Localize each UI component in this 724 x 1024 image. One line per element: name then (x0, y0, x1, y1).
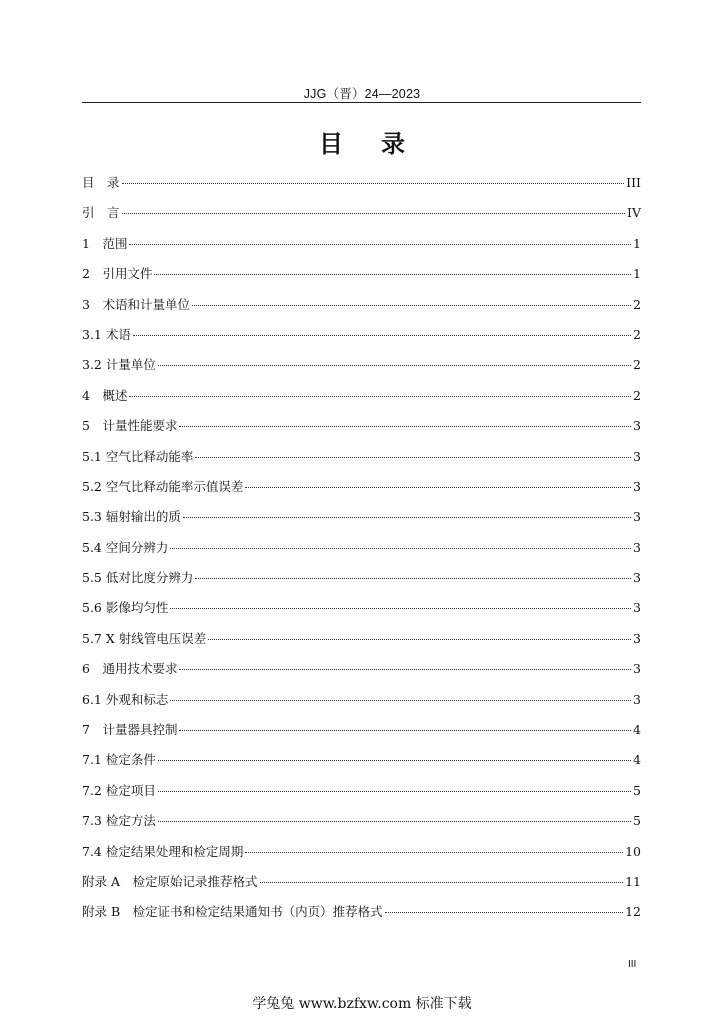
toc-entry[interactable] (82, 323, 641, 353)
toc-entry[interactable] (82, 505, 641, 535)
page-number: III (628, 959, 637, 970)
toc-dot-leader (158, 821, 631, 822)
toc-entry-label: 附录 B 检定证书和检定结果通知书（内页）推荐格式 (82, 904, 383, 920)
toc-entry[interactable] (82, 900, 641, 930)
header-rule (82, 102, 641, 103)
watermark: 学兔兔 www.bzfxw.com 标准下载 (252, 996, 472, 1012)
toc-entry-label: 3.2 计量单位 (82, 357, 156, 373)
toc-entry-label: 5 计量性能要求 (82, 418, 178, 434)
toc-entry[interactable] (82, 414, 641, 444)
toc-entry-label: 3.1 术语 (82, 326, 131, 342)
toc-entry-page: 12 (625, 904, 641, 920)
toc-entry-label: 5.3 辐射输出的质 (82, 509, 181, 525)
toc-entry-label: 7.1 检定条件 (82, 752, 156, 768)
toc-entry[interactable] (82, 353, 641, 383)
toc-entry-label: 6 通用技术要求 (82, 661, 178, 677)
toc-entry[interactable] (82, 718, 641, 748)
toc-dot-leader (158, 365, 631, 366)
toc-dot-leader (260, 882, 624, 883)
toc-entry-page: 3 (633, 448, 641, 464)
toc-entry[interactable] (82, 657, 641, 687)
toc-entry-page: 3 (633, 600, 641, 616)
toc-dot-leader (179, 730, 631, 731)
toc-entry-label: 5.7 X 射线管电压误差 (82, 630, 207, 646)
toc-dot-leader (192, 305, 631, 306)
toc-dot-leader (195, 457, 631, 458)
toc-dot-leader (122, 183, 625, 184)
toc-entry-page: 2 (633, 357, 641, 373)
toc-entry[interactable] (82, 445, 641, 475)
toc-dot-leader (179, 426, 631, 427)
toc-dot-leader (245, 487, 631, 488)
toc-entry-label: 4 概述 (82, 387, 128, 403)
toc-entry-page: 11 (625, 873, 641, 889)
toc-dot-leader (179, 669, 631, 670)
toc-entry[interactable] (82, 232, 641, 262)
toc-entry[interactable] (82, 840, 641, 870)
toc-entry-page: 2 (633, 296, 641, 312)
toc-entry-page: 3 (633, 630, 641, 646)
toc-dot-leader (208, 639, 631, 640)
toc-entry-label: 5.1 空气比释动能率 (82, 448, 194, 464)
toc-entry[interactable] (82, 171, 641, 201)
toc-entry-label: 3 术语和计量单位 (82, 296, 190, 312)
toc-entry-label: 7.4 检定结果处理和检定周期 (82, 843, 244, 859)
toc-dot-leader (122, 213, 626, 214)
toc-entry-page: 3 (633, 539, 641, 555)
toc-dot-leader (245, 852, 623, 853)
toc-entry-page: 3 (633, 418, 641, 434)
toc-entry[interactable] (82, 748, 641, 778)
toc-entry-label: 7 计量器具控制 (82, 722, 178, 738)
toc-entry-label: 附录 A 检定原始记录推荐格式 (82, 873, 258, 889)
toc-entry-label: 7.3 检定方法 (82, 813, 156, 829)
toc-entry-label: 引 言 (82, 205, 120, 221)
toc-entry-label: 5.5 低对比度分辨力 (82, 570, 194, 586)
toc-entry-label: 5.6 影像均匀性 (82, 600, 169, 616)
toc-entry[interactable] (82, 627, 641, 657)
toc-dot-leader (129, 244, 631, 245)
toc-entry-page: 1 (633, 266, 641, 282)
toc-dot-leader (183, 517, 631, 518)
toc-dot-leader (158, 760, 631, 761)
toc-entry-page: 1 (633, 235, 641, 251)
toc-entry-page: 4 (633, 722, 641, 738)
toc-entry[interactable] (82, 809, 641, 839)
toc-entry-label: 7.2 检定项目 (82, 782, 156, 798)
document-code: JJG（晋）24—2023 (303, 87, 421, 101)
toc-dot-leader (170, 700, 631, 701)
toc-entry-page: 4 (633, 752, 641, 768)
toc-dot-leader (154, 274, 631, 275)
toc-entry-page: 5 (633, 782, 641, 798)
toc-entry-page: 3 (633, 509, 641, 525)
toc-entry[interactable] (82, 566, 641, 596)
table-of-contents (82, 171, 641, 931)
toc-entry-page: 2 (633, 387, 641, 403)
toc-entry-page: 10 (625, 843, 641, 859)
toc-dot-leader (385, 912, 623, 913)
toc-entry[interactable] (82, 262, 641, 292)
toc-entry-page: 3 (633, 661, 641, 677)
toc-entry[interactable] (82, 475, 641, 505)
toc-entry-label: 1 范围 (82, 235, 128, 251)
toc-entry[interactable] (82, 870, 641, 900)
toc-entry-page: 3 (633, 691, 641, 707)
toc-dot-leader (170, 548, 631, 549)
toc-entry-page: 5 (633, 813, 641, 829)
toc-dot-leader (170, 608, 631, 609)
toc-dot-leader (195, 578, 631, 579)
toc-dot-leader (158, 791, 631, 792)
toc-entry-page: 3 (633, 570, 641, 586)
toc-entry[interactable] (82, 688, 641, 718)
toc-entry-page: 2 (633, 326, 641, 342)
toc-entry[interactable] (82, 536, 641, 566)
toc-entry-label: 目 录 (82, 175, 120, 190)
toc-title: 目录 (319, 130, 443, 158)
toc-entry-page: IV (627, 205, 641, 221)
toc-dot-leader (129, 396, 631, 397)
toc-entry-page: III (626, 175, 641, 190)
toc-entry-label: 5.4 空间分辨力 (82, 539, 169, 555)
toc-entry-label: 6.1 外观和标志 (82, 691, 169, 707)
toc-entry-label: 2 引用文件 (82, 266, 153, 282)
toc-entry[interactable] (82, 779, 641, 809)
toc-entry[interactable] (82, 384, 641, 414)
toc-entry[interactable] (82, 201, 641, 231)
toc-entry[interactable] (82, 596, 641, 626)
toc-dot-leader (133, 335, 631, 336)
toc-entry[interactable] (82, 293, 641, 323)
toc-entry-label: 5.2 空气比释动能率示值误差 (82, 478, 244, 494)
toc-entry-page: 3 (633, 478, 641, 494)
